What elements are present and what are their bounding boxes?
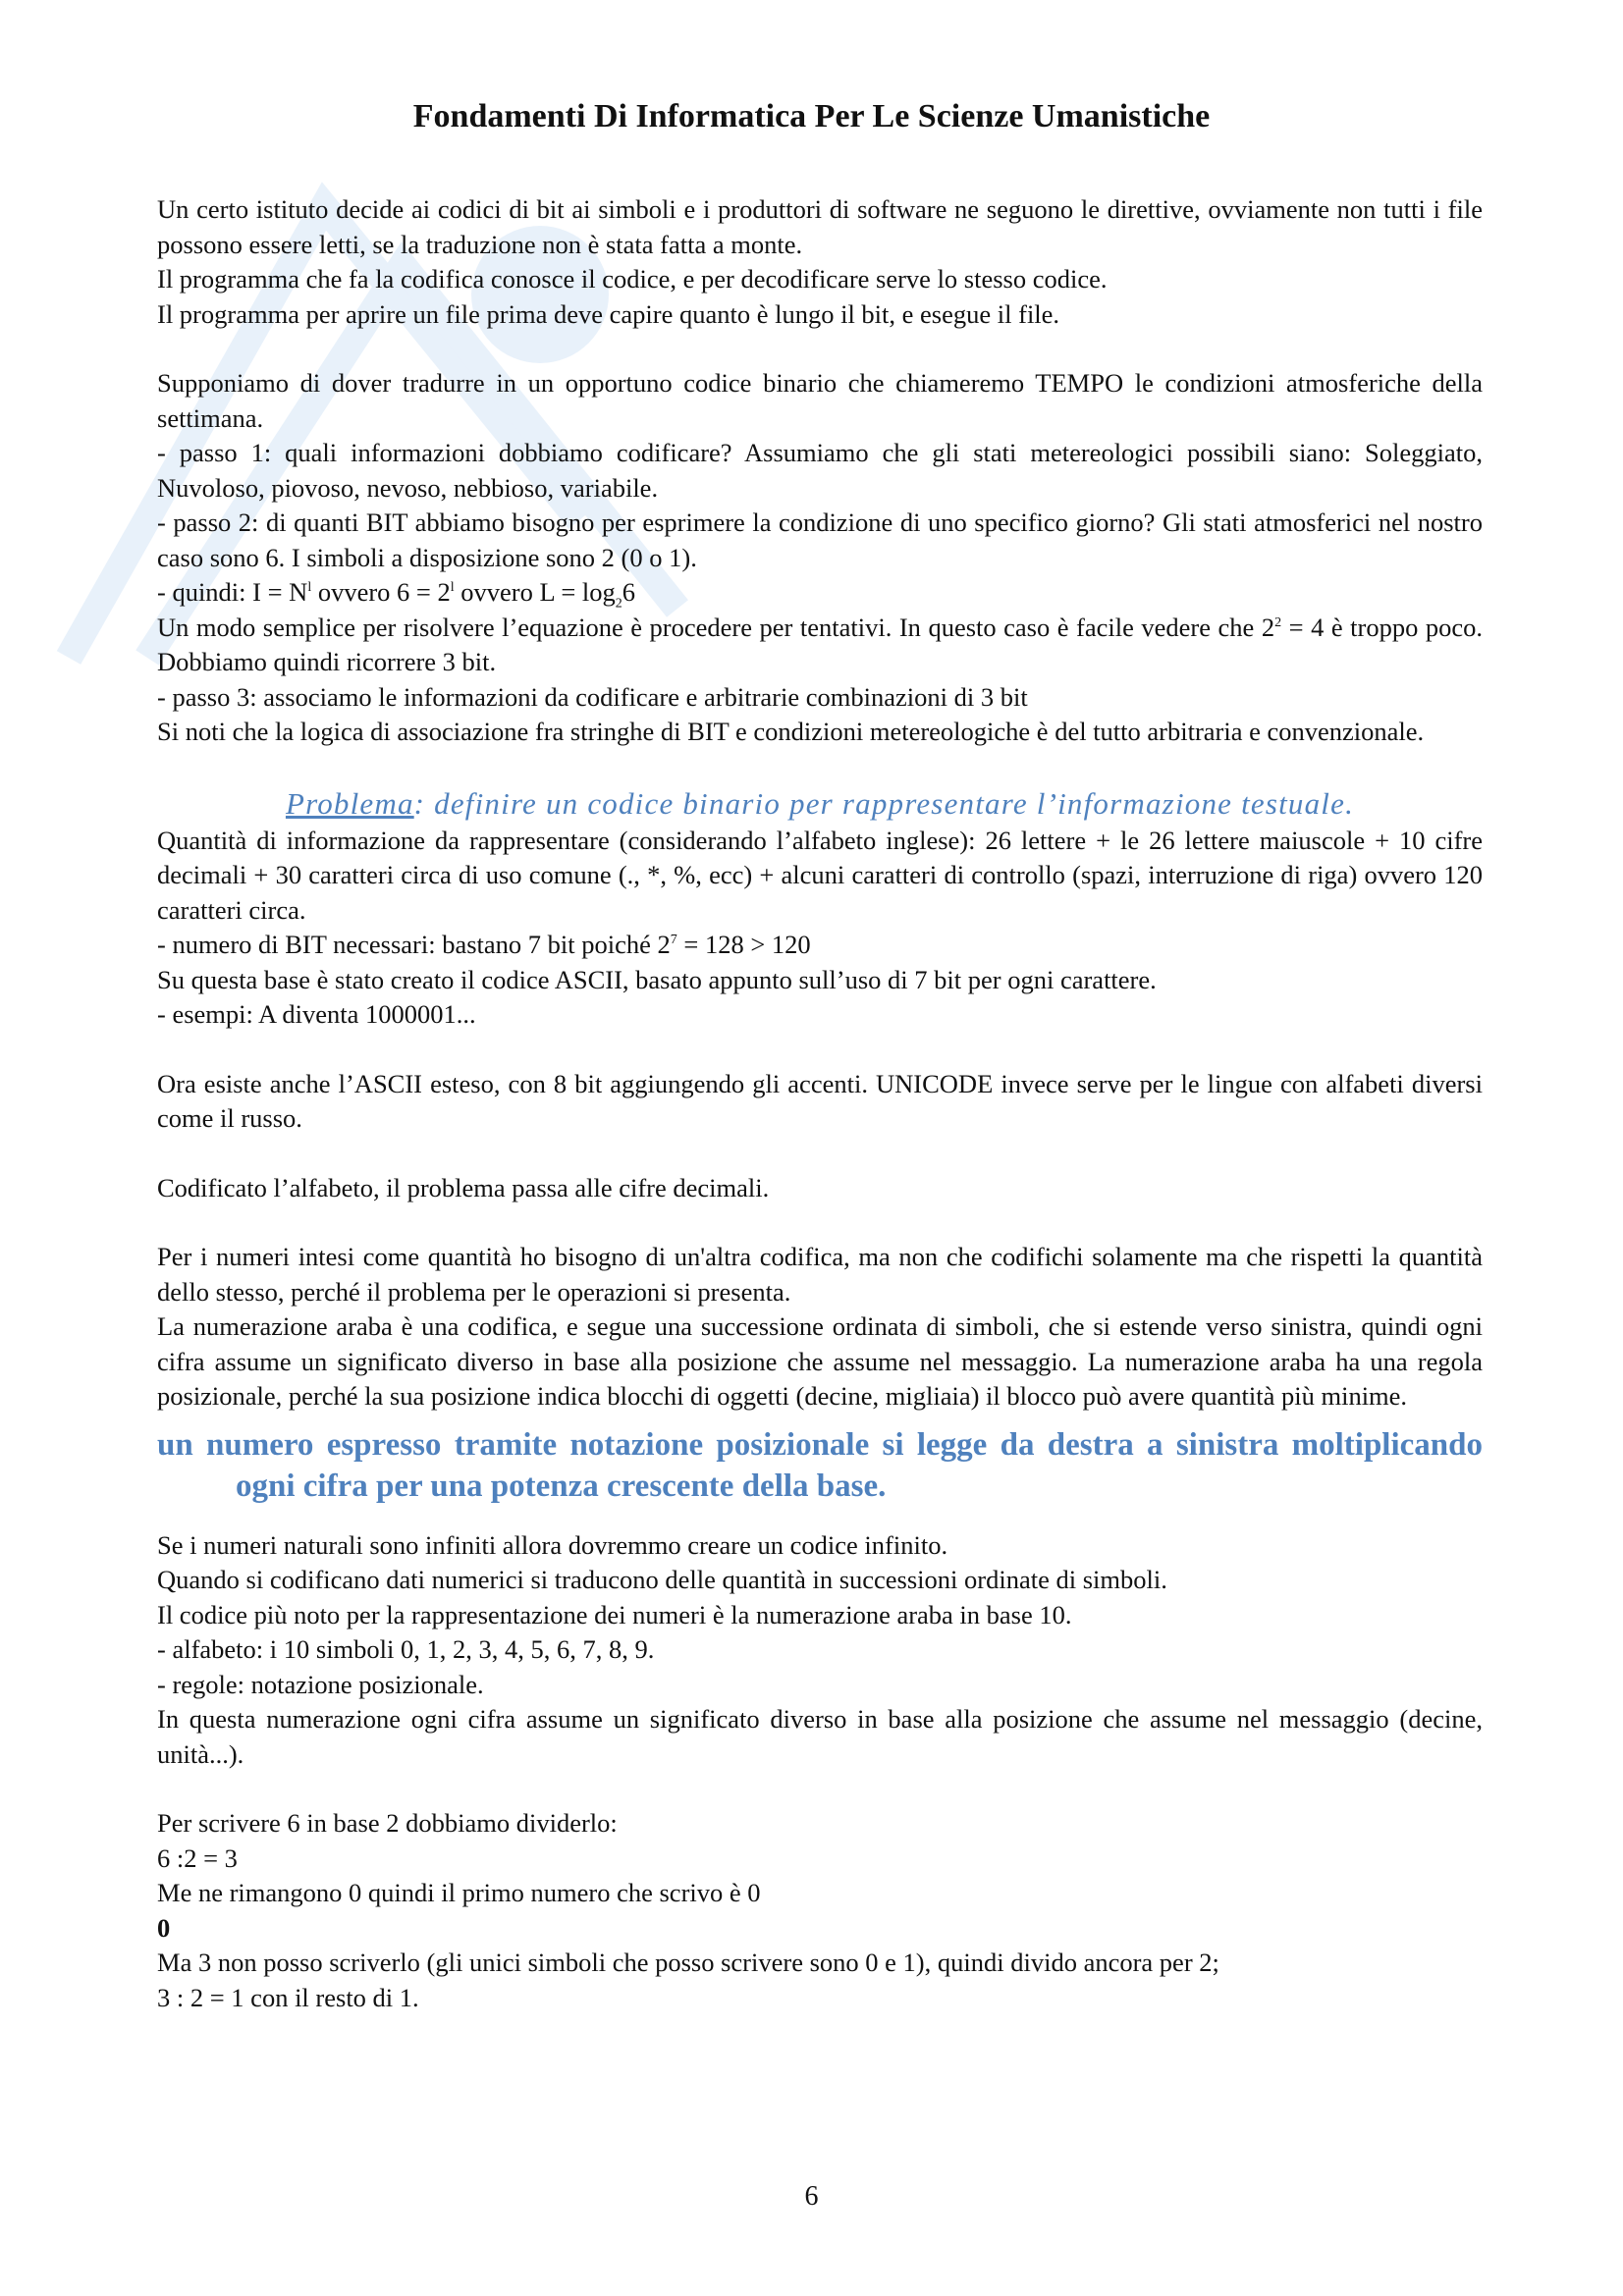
paragraph-passo1: - passo 1: quali informazioni dobbiamo codificare? Assumiamo che gli stati metereologici possibili siano: Soleggiato, Nuvoloso, piovoso, nevoso, nebbioso, variabile.: [157, 438, 1483, 503]
page-number: 6: [804, 2181, 819, 2212]
paragraph-numeri-quantita: Per i numeri intesi come quantità ho bisogno di un'altra codifica, ma non che codifichi solamente ma che rispetti la quantità dello stesso, perché il problema per le operazioni si presenta.: [157, 1242, 1483, 1307]
paragraph-numero-bit: - numero di BIT necessari: bastano 7 bit poiché $2^7 = 128 > 120$: [157, 930, 811, 959]
paragraph-significato-cifra: In questa numerazione ogni cifra assume un significato diverso in base alla posizione che assume nel messaggio (decine, unità...).: [157, 1704, 1483, 1769]
paragraph-codifica: Il programma che fa la codifica conosce il codice, e per decodificare serve lo stesso codice.: [157, 264, 1108, 294]
paragraph-tempo-intro: Supponiamo di dover tradurre in un opportuno codice binario che chiameremo TEMPO le condizioni atmosferiche della settimana.: [157, 368, 1483, 433]
document-body: [157, 192, 1483, 2015]
paragraph-arbitraria: Si noti che la logica di associazione fra stringhe di BIT e condizioni metereologiche è del tutto arbitraria e convenzionale.: [157, 717, 1425, 746]
paragraph-dati-numerici: Quando si codificano dati numerici si traducono delle quantità in successioni ordinate di simboli.: [157, 1565, 1167, 1594]
paragraph-alfabeto: - alfabeto: i 10 simboli 0, 1, 2, 3, 4, 5, 6, 7, 8, 9.: [157, 1634, 655, 1664]
paragraph-quindi-formula: - quindi: $I = N^l$ ovvero $6 = 2^l$ ovvero $L = \log_26$: [157, 577, 636, 612]
paragraph-bit-0: 0: [157, 1912, 171, 1943]
paragraph-divisione-2: 3 : 2 = 1 con il resto di 1.: [157, 1982, 419, 2012]
paragraph-passo2: - passo 2: di quanti BIT abbiamo bisogno per esprimere la condizione di uno specifico giorno? Gli stati atmosferici nel nostro caso sono 6. I simboli a disposizione sono 2 (0 o 1).: [157, 507, 1483, 572]
paragraph-tentativi: Un modo semplice per risolvere l’equazione è procedere per tentativi. In questo caso è facile vedere che $2^2 = 4$ è troppo poco. Dobbiamo quindi ricorrere 3 bit.: [157, 612, 1483, 676]
paragraph-ascii-esteso: Ora esiste anche l’ASCII esteso, con 8 bit aggiungendo gli accenti. UNICODE invece serve per le lingue con alfabeti diversi come il russo.: [157, 1068, 1483, 1133]
paragraph-resto-0: Me ne rimangono 0 quindi il primo numero che scrivo è 0: [157, 1878, 761, 1907]
paragraph-infiniti: Se i numeri naturali sono infiniti allora dovremmo creare un codice infinito.: [157, 1529, 948, 1560]
paragraph-divido-ancora: Ma 3 non posso scriverlo (gli unici simboli che posso scrivere sono 0 e 1), quindi divido ancora per 2;: [157, 1948, 1219, 1977]
paragraph-numerazione-araba: La numerazione araba è una codifica, e segue una successione ordinata di simboli, che si estende verso sinistra, quindi ogni cifra assume un significato diverso in base alla posizione che assume nel messaggio. La numerazione araba ha una regola posizionale, perché la sua posizione indica blocchi di oggetti (decine, migliaia) il blocco può avere quantità più minime.: [157, 1311, 1483, 1411]
paragraph-quantita: Quantità di informazione da rappresentare (considerando l’alfabeto inglese): 26 lettere + le 26 lettere maiuscole + 10 cifre decimali + 30 caratteri circa di uso comune (., *, %, ecc) + alcuni caratteri di controllo (spazi, interruzione di riga) ovvero 120 caratteri circa.: [157, 825, 1483, 925]
paragraph-regole: - regole: notazione posizionale.: [157, 1669, 484, 1699]
paragraph-scrivere-6: Per scrivere 6 in base 2 dobbiamo dividerlo:: [157, 1808, 618, 1838]
paragraph-ascii: Su questa base è stato creato il codice ASCII, basato appunto sull’uso di 7 bit per ogni carattere.: [157, 964, 1157, 994]
problem-heading: Problema: definire un codice binario per rappresentare l’informazione testuale.: [285, 785, 1355, 821]
paragraph-cifre-decimali: Codificato l’alfabeto, il problema passa alle cifre decimali.: [157, 1172, 770, 1202]
paragraph-base-10: Il codice più noto per la rappresentazione dei numeri è la numerazione araba in base 10.: [157, 1599, 1072, 1629]
document-title: Fondamenti Di Informatica Per Le Scienze Umanistiche: [412, 98, 1211, 134]
paragraph-passo3: - passo 3: associamo le informazioni da codificare e arbitrarie combinazioni di 3 bit: [157, 681, 1028, 712]
paragraph-divisione-1: 6 :2 = 3: [157, 1842, 238, 1873]
highlight-posizionale: un numero espresso tramite notazione posizionale si legge da destra a sinistra moltiplicando ogni cifra per una potenza crescente della base.: [157, 1426, 1483, 1504]
paragraph-esempi: - esempi: A diventa 1000001...: [157, 999, 476, 1029]
paragraph-istituto: Un certo istituto decide ai codici di bit ai simboli e i produttori di software ne seguono le direttive, ovviamente non tutti i file possono essere letti, se la traduzione non è stata fatta a monte.: [157, 194, 1483, 259]
paragraph-aprire-file: Il programma per aprire un file prima deve capire quanto è lungo il bit, e esegue il file.: [157, 298, 1060, 329]
